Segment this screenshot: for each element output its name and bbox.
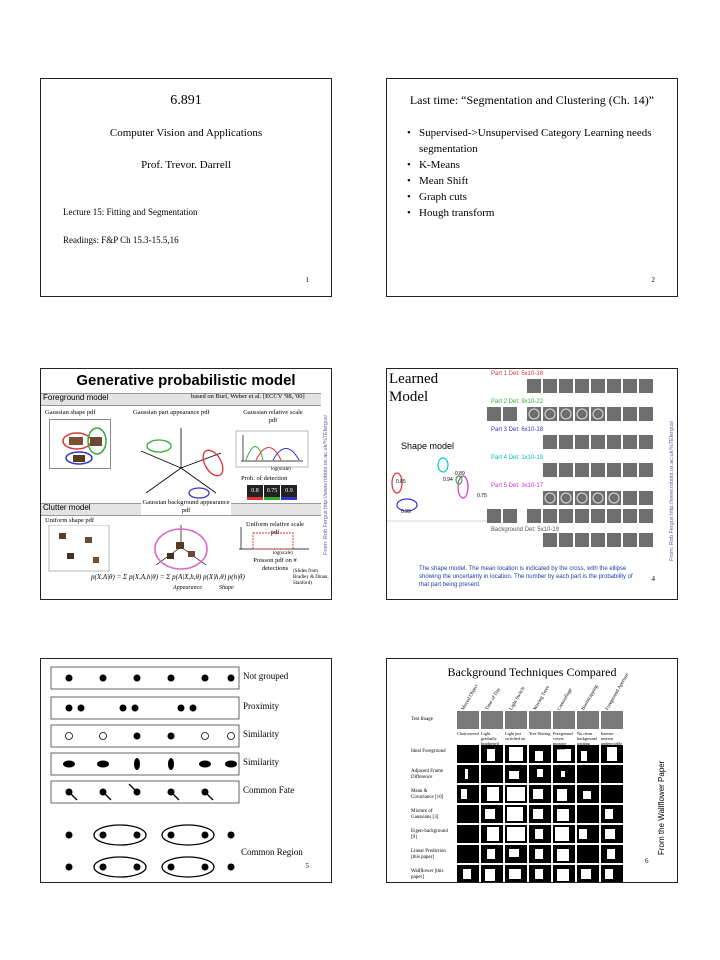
equation-label-shape: Shape — [219, 585, 234, 591]
slide-title: Background Techniques Compared — [447, 665, 617, 679]
label-gauss-shape: Gaussian shape pdf — [45, 409, 96, 416]
clutter-label: Clutter model — [43, 503, 91, 512]
equation: p(X,A|θ) = Σ p(X,A,h|θ) = Σ p(A|X,h,θ) p(X|h,θ) p(h|θ) — [91, 573, 245, 581]
row-label: Mixture of Gaussians [3] — [411, 809, 439, 820]
column-header: Moved Object — [461, 684, 480, 712]
lecture-title: Lecture 15: Fitting and Segmentation — [63, 207, 198, 217]
citation: based on Burl, Weber et al. [ECCV '98, '00] — [191, 393, 305, 400]
row-label: Wallflower [this paper] — [411, 869, 444, 880]
shape-prob: 0.75 — [477, 493, 487, 499]
bullet-item: • Graph cuts — [407, 191, 467, 203]
prob-cell: 0.75 — [264, 485, 280, 500]
prob-cell: 0.9 — [281, 485, 297, 500]
row-label: Test Image — [411, 717, 434, 722]
label-gauss-scale: Gaussian relative scale pdf — [243, 409, 303, 424]
column-header: Bootstrapping — [581, 684, 600, 712]
slide-5 — [40, 658, 332, 883]
part-label: Part 1 Det: 5x10-18 — [491, 371, 544, 377]
label-uniform-shape: Uniform shape pdf — [45, 517, 95, 524]
part-label: Part 3 Det: 6x10-18 — [491, 427, 544, 433]
bullet-item: • Supervised->Unsupervised Category Learning needs segmentation — [407, 127, 652, 155]
side-credit: From: Rob Fergus http://www.robots.ox.ac.uk/%7Efergus/ — [669, 420, 675, 561]
col-caption: No clean background training — [577, 731, 597, 746]
caption: The shape model. The mean location is indicated by the cross, with the ellipse showing the uncertainty in location. The number by each part is the probability of that part being present. — [419, 566, 633, 588]
slide-1 — [40, 78, 332, 297]
slide-number: 1 — [305, 276, 309, 284]
row-label: Eigen-background [9] — [411, 829, 448, 840]
slide-3 — [40, 368, 332, 600]
author: Prof. Trevor. Darrell — [141, 159, 231, 171]
part-thumbnails — [487, 377, 667, 549]
slide-title-line2: Model — [389, 389, 429, 405]
col-caption: Interior motion undetectable — [601, 731, 623, 746]
column-header: Camouflage — [557, 687, 574, 712]
equation-label-appearance: Appearance — [173, 585, 202, 591]
shape-model-label: Shape model — [401, 441, 455, 451]
shape-prob: 0.94 — [443, 477, 453, 483]
slide-title-line1: Learned — [389, 371, 439, 387]
slide-6 — [386, 658, 678, 883]
log-scale-label-2: log(scale) — [273, 551, 293, 556]
row-label: Mean & Covariance [10] — [411, 789, 444, 800]
label-poisson: Poisson pdf on # detections — [253, 557, 297, 572]
prob-cell: 0.8 — [247, 485, 263, 500]
column-header: Foreground Aperture — [605, 672, 631, 712]
side-credit: From: Rob Fergus http://www.robots.ox.ac.uk/%7Efergus/ — [323, 414, 329, 555]
column-header: Time of Day — [485, 687, 503, 712]
label-common-fate: Common Fate — [243, 785, 295, 795]
part-label: Part 2 Det: 8x10-22 — [491, 399, 544, 405]
slide-number: 5 — [305, 862, 309, 870]
shape-prob: 0.99 — [401, 509, 411, 515]
column-header: Waving Trees — [533, 685, 552, 712]
label-common-region: Common Region — [241, 847, 303, 857]
col-caption: Chair moved — [457, 731, 479, 736]
slides-credit: (Slides from Bradley & Dinan, Stanford) — [293, 569, 329, 586]
shape-prob: 0.85 — [396, 479, 406, 485]
column-headers — [457, 672, 657, 712]
shape-prob: 0.89 — [455, 471, 465, 477]
label-similarity: Similarity — [243, 729, 279, 739]
label-gauss-part: Gaussian part appearance pdf — [133, 409, 210, 416]
label-not-grouped: Not grouped — [243, 671, 289, 681]
slide-number: 4 — [651, 575, 655, 583]
slide-title: Generative probabilistic model — [76, 372, 296, 389]
col-caption: Light gradually brightened — [481, 731, 499, 746]
part-label: Background Det: 5x10-19 — [491, 527, 560, 533]
slide-title: 6.891 — [170, 93, 202, 108]
bullet-item: • Mean Shift — [407, 175, 469, 187]
label-uniform-scale: Uniform relative scale pdf — [245, 521, 305, 536]
part-label: Part 4 Det: 1x10-19 — [491, 455, 544, 461]
bullet-list — [407, 125, 657, 221]
column-header: Light Switch — [509, 686, 527, 712]
slide-number: 6 — [645, 857, 649, 865]
slide-4 — [386, 368, 678, 600]
label-similarity: Similarity — [243, 757, 279, 767]
bullet-item: • Hough transform — [407, 207, 495, 219]
row-label: Linear Prediction [this paper] — [411, 849, 446, 860]
col-caption: Foreground covers monitor pattern — [553, 731, 573, 751]
bullet-item: • K-Means — [407, 159, 460, 171]
side-credit: From the Wallflower Paper — [657, 760, 666, 855]
label-proximity: Proximity — [243, 701, 280, 711]
gestalt-figure — [41, 659, 241, 879]
row-label: Adjacent Frame Difference — [411, 769, 444, 780]
label-gauss-bg: Gaussian background appearance pdf — [142, 499, 230, 514]
part-label: Part 5 Det: 3x10-17 — [491, 483, 544, 489]
foreground-label: Foreground model — [43, 393, 109, 402]
row-label: Ideal Foreground — [411, 749, 446, 754]
label-prob-detect: Prob. of detection — [241, 475, 288, 482]
slide-number: 2 — [651, 276, 655, 284]
col-caption: Light just switched on — [505, 731, 526, 741]
col-caption: Tree Waving — [529, 731, 551, 736]
readings: Readings: F&P Ch 15.3-15.5,16 — [63, 235, 179, 245]
slide-title: Last time: “Segmentation and Clustering (Ch. 14)” — [409, 93, 655, 107]
course-name: Computer Vision and Applications — [109, 127, 263, 139]
slide-2 — [386, 78, 678, 297]
log-scale-label-1: log(scale) — [271, 467, 291, 472]
